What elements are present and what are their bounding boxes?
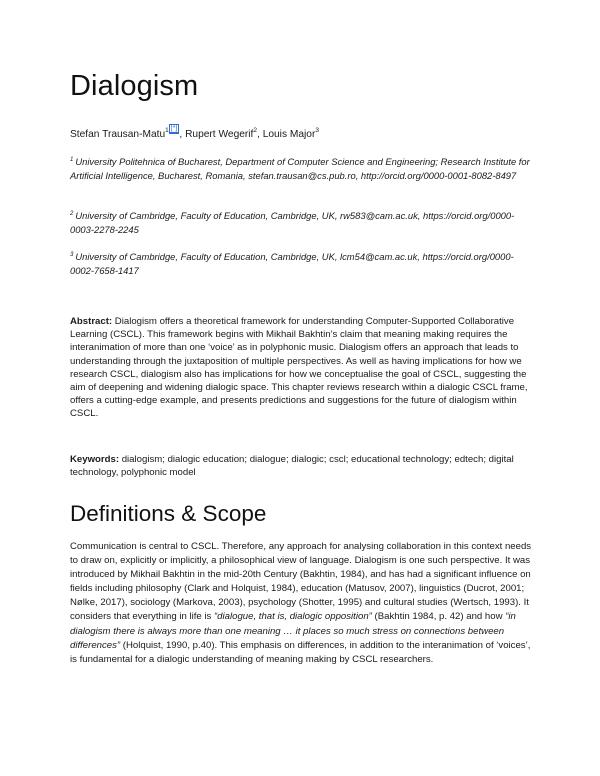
section-heading: Definitions & Scope xyxy=(70,501,267,526)
author-1-sup: 1 xyxy=(165,127,169,134)
affiliation-2 xyxy=(70,207,532,237)
author-3-name: Louis Major xyxy=(262,129,316,140)
keywords-label: Keywords: xyxy=(70,454,120,465)
affiliation-text: University of Cambridge, Faculty of Education, Cambridge, UK, lcm54@cam.ac.uk, https://orcid.org/0000-0002-7658-1417 xyxy=(70,251,514,277)
abstract xyxy=(70,315,532,421)
affiliation-3 xyxy=(70,248,532,278)
quote-2: “in dialogism there is always more than one meaning … it places so much stress on connections between differences” xyxy=(70,611,516,651)
author-1-name: Stefan Trausan-Matu xyxy=(70,129,166,140)
abstract-label: Abstract: xyxy=(70,316,113,327)
section-paragraph xyxy=(70,540,532,667)
paragraph-part-2: (Bakhtin 1984, p. 42) and how xyxy=(371,611,506,623)
affiliation-sup: 2 xyxy=(70,211,74,217)
quote-1: “dialogue, that is, dialogic opposition” xyxy=(213,611,372,623)
paragraph-part-3: (Holquist, 1990, p.40). This emphasis on differences, in addition to the interanimation of ‘voices’, is fundamental for a dialogic understanding of meaning making by CSCL researchers. xyxy=(70,639,531,665)
author-2-name: Rupert Wegerif xyxy=(185,129,254,140)
affiliation-sup: 1 xyxy=(70,157,74,163)
author-separator: , xyxy=(179,129,186,140)
affiliation-text: University Politehnica of Bucharest, Department of Computer Science and Engineering; Research Institute for Artificial Intelligence, Bucharest, Romania, stefan.trausan@cs.pub.ro, http://orcid.org/0000-0001-8082-8497 xyxy=(70,156,530,182)
abstract-text: Dialogism offers a theoretical framework for understanding Computer-Supported Collaborative Learning (CSCL). This framework begins with Mikhail Bakhtin’s claim that meaning making requires the interanimation of more than one ‘voice’ as in polyphonic music. Dialogism offers an approach that leads to understanding through the juxtaposition of multiple perspectives. As well as having implications for how we research CSCL, dialogism also has implications for how we conceptualise the goal of CSCL, suggesting the aim of deepening and widening dialogic space. This chapter reviews research within a dialogic CSCL frame, offers a cutting-edge example, and presents predictions and suggestions for the future of dialogism within CSCL. xyxy=(70,316,528,420)
author-separator: , xyxy=(257,129,263,140)
affiliation-1 xyxy=(70,153,532,183)
page-title: Dialogism xyxy=(70,70,199,102)
paragraph-part-1: Communication is central to CSCL. Therefore, any approach for analysing collaboration in this context needs to draw on, explicitly or implicitly, a philosophical view of language. Dialogism is one such perspective. It was introduced by Mikhail Bakhtin in the mid-20th Century (Bakhtin, 1984), and has had a significant influence on fields including philosophy (Clark and Holquist, 1984), education (Matusov, 2007), linguistics (Ducrot, 2001; Nølke, 2017), sociology (Markova, 2003), psychology (Shotter, 1995) and cultural studies (Wertsch, 1993). It considers that everything in life is xyxy=(70,541,532,623)
keywords xyxy=(70,453,532,479)
author-3-sup: 3 xyxy=(315,127,319,134)
affiliation-sup: 3 xyxy=(70,252,74,258)
affiliation-text: University of Cambridge, Faculty of Education, Cambridge, UK, rw583@cam.ac.uk, https://orcid.org/0000-0003-2278-2245 xyxy=(70,210,515,236)
keywords-text: dialogism; dialogic education; dialogue; dialogic; cscl; educational technology; edtech; digital technology, polyphonic model xyxy=(70,454,514,479)
author-list xyxy=(70,124,319,140)
author-2-sup: 2 xyxy=(253,127,258,134)
footnote-link[interactable]: [*] xyxy=(170,125,178,132)
